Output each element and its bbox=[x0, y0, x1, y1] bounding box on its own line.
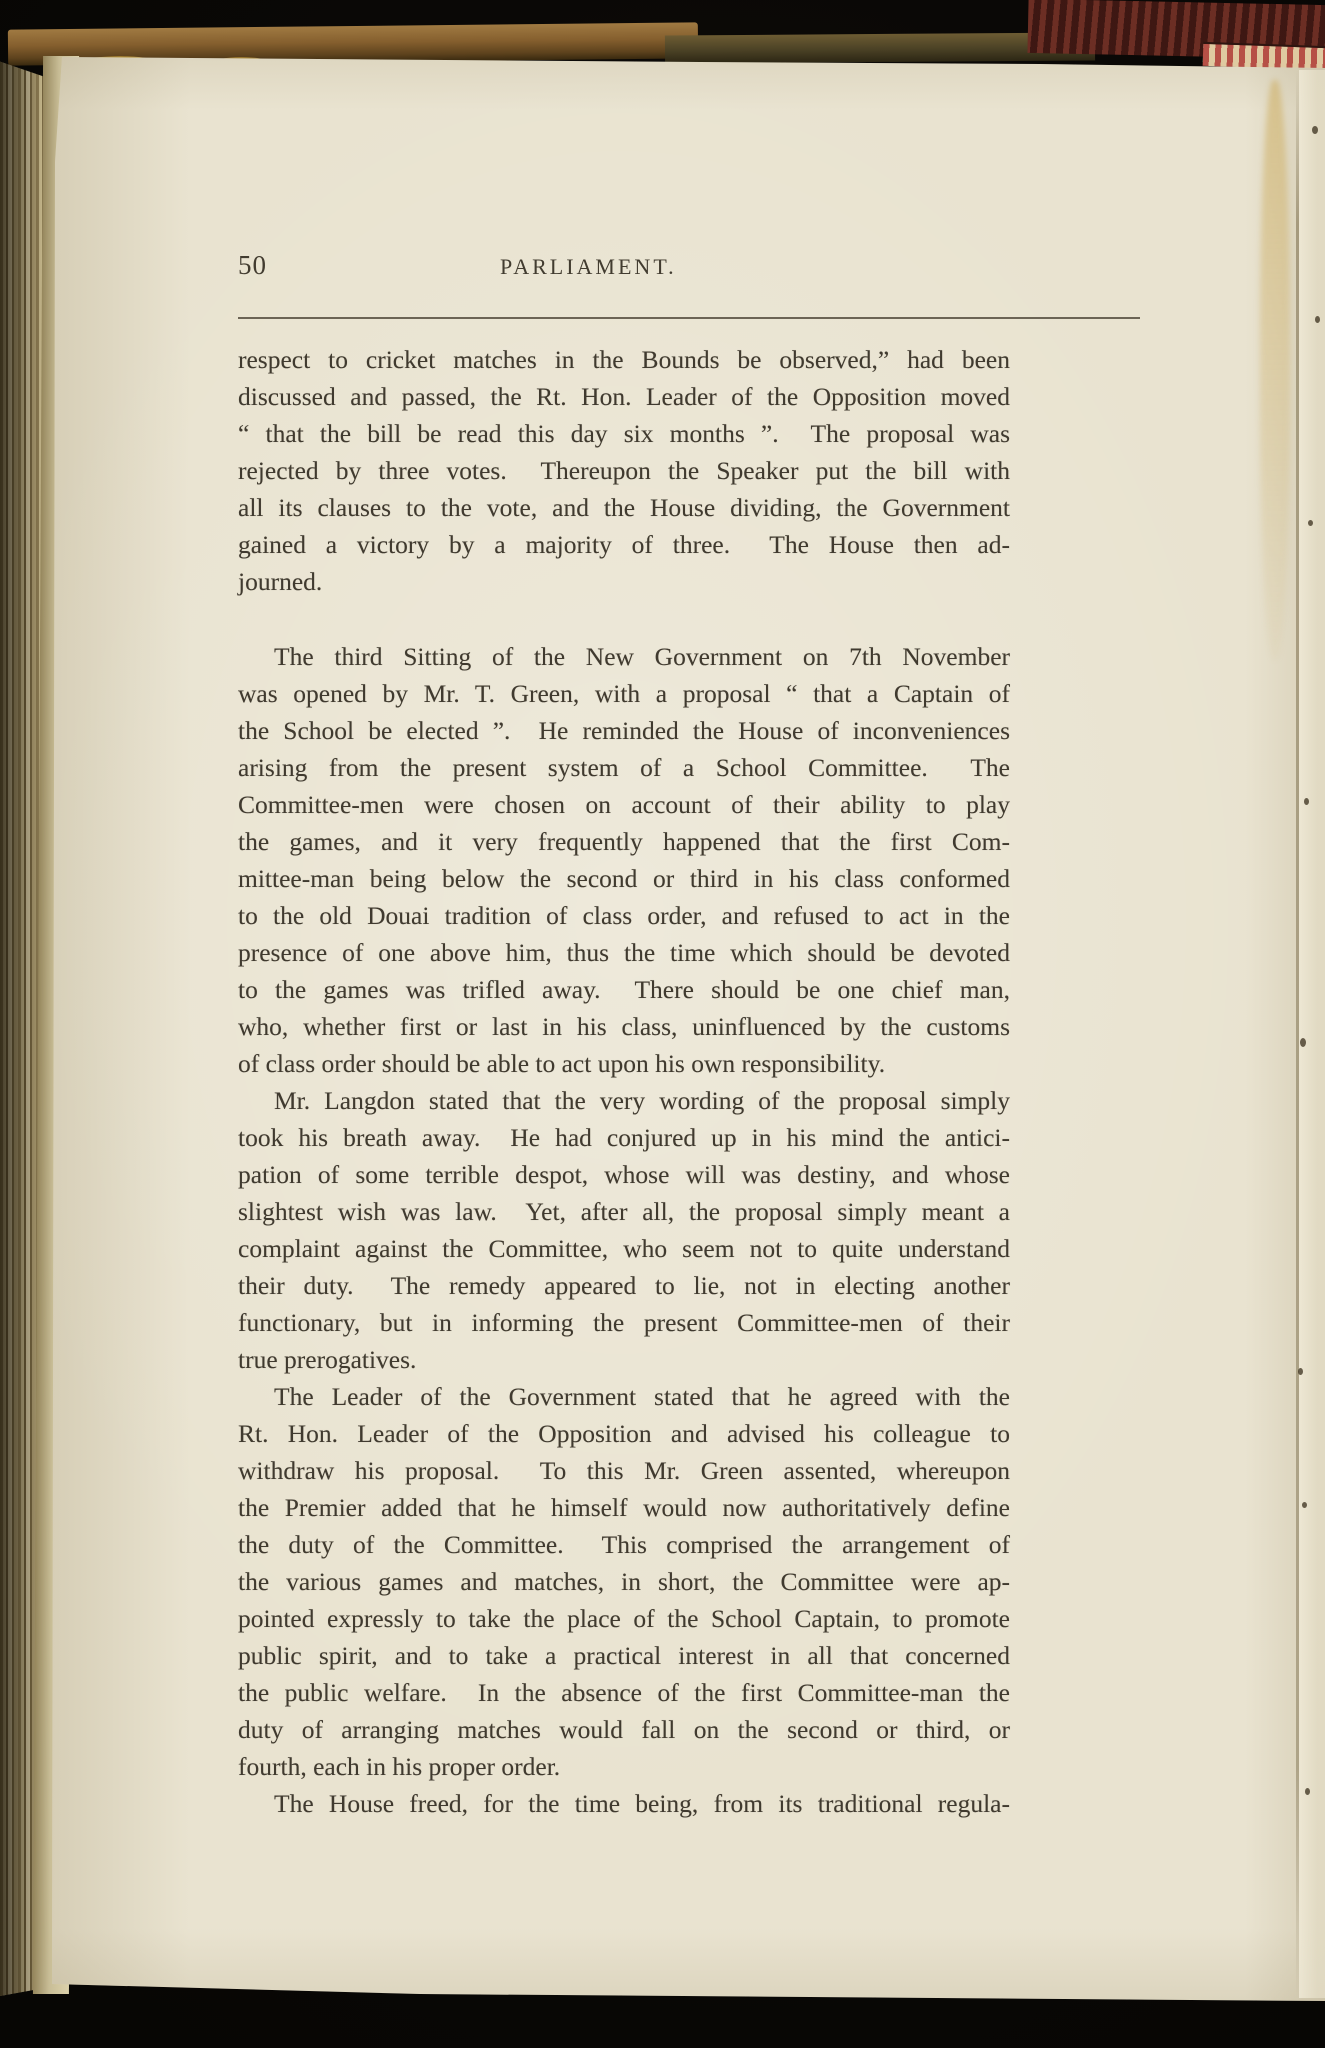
text-line: respect to cricket matches in the Bounds be observed,” had been bbox=[238, 345, 1010, 374]
page-speck bbox=[1302, 1502, 1307, 1508]
text-line: withdraw his proposal. To this Mr. Green assented, whereupon bbox=[238, 1456, 1010, 1485]
text-line: the duty of the Committee. This comprised the arrangement of bbox=[238, 1530, 1010, 1559]
paragraph bbox=[238, 638, 1010, 1082]
page-number: 50 bbox=[238, 250, 267, 280]
text-block bbox=[238, 341, 1010, 1822]
text-line: all its clauses to the vote, and the House dividing, the Government bbox=[238, 493, 1010, 522]
text-line: the Premier added that he himself would now authoritatively define bbox=[238, 1493, 1010, 1522]
text-line: presence of one above him, thus the time which should be devoted bbox=[238, 938, 1010, 967]
text-line: to the games was trifled away. There should be one chief man, bbox=[238, 975, 1010, 1004]
text-line: Rt. Hon. Leader of the Opposition and advised his colleague to bbox=[238, 1419, 1010, 1448]
page-speck bbox=[1312, 126, 1318, 134]
text-line: pation of some terrible despot, whose will was destiny, and whose bbox=[238, 1160, 1010, 1189]
page-speck bbox=[1308, 520, 1313, 526]
text-line: The third Sitting of the New Government on 7th November bbox=[274, 642, 1010, 671]
text-line: pointed expressly to take the place of the School Captain, to promote bbox=[238, 1604, 1010, 1633]
text-line: was opened by Mr. T. Green, with a proposal “ that a Captain of bbox=[238, 679, 1010, 708]
header-rule bbox=[238, 317, 1140, 319]
page-speck bbox=[1298, 1368, 1303, 1375]
text-line: complaint against the Committee, who seem not to quite understand bbox=[238, 1234, 1010, 1263]
text-line: “ that the bill be read this day six months ”. The proposal was bbox=[238, 419, 1010, 448]
text-line: duty of arranging matches would fall on the second or third, or bbox=[238, 1715, 1010, 1744]
text-line: Committee-men were chosen on account of their ability to play bbox=[238, 790, 1010, 819]
text-line: journed. bbox=[238, 567, 323, 596]
next-page-edge bbox=[1299, 70, 1325, 1998]
paragraph bbox=[238, 341, 1010, 600]
text-line: mittee-man being below the second or third in his class conformed bbox=[238, 864, 1010, 893]
text-line: public spirit, and to take a practical interest in all that concerned bbox=[238, 1641, 1010, 1670]
paragraph bbox=[238, 1378, 1010, 1785]
text-line: true prerogatives. bbox=[238, 1345, 417, 1374]
text-line: took his breath away. He had conjured up in his mind the antici- bbox=[238, 1123, 1010, 1152]
text-line: the School be elected ”. He reminded the House of inconveniences bbox=[238, 716, 1010, 745]
text-line: who, whether first or last in his class, uninfluenced by the customs bbox=[238, 1012, 1010, 1041]
text-line: fourth, each in his proper order. bbox=[238, 1752, 561, 1781]
text-line: gained a victory by a majority of three. The House then ad- bbox=[238, 530, 1010, 559]
book-headband-stripes bbox=[1203, 42, 1325, 70]
text-line: The House freed, for the time being, from its traditional regula- bbox=[274, 1789, 1010, 1818]
text-line: the games, and it very frequently happened that the first Com- bbox=[238, 827, 1010, 856]
text-line: discussed and passed, the Rt. Hon. Leader of the Opposition moved bbox=[238, 382, 1010, 411]
text-line: rejected by three votes. Thereupon the Speaker put the bill with bbox=[238, 456, 1010, 485]
text-line: of class order should be able to act upon his own responsibility. bbox=[238, 1049, 886, 1078]
page-speck bbox=[1305, 1788, 1310, 1795]
page-speck bbox=[1315, 316, 1320, 323]
paragraph bbox=[238, 1785, 1010, 1822]
text-line: arising from the present system of a School Committee. The bbox=[238, 753, 1010, 782]
text-line: their duty. The remedy appeared to lie, not in electing another bbox=[238, 1271, 1010, 1300]
text-line: the various games and matches, in short, the Committee were ap- bbox=[238, 1567, 1010, 1596]
text-line: Mr. Langdon stated that the very wording of the proposal simply bbox=[274, 1086, 1010, 1115]
paragraph bbox=[238, 1082, 1010, 1378]
page-speck bbox=[1304, 798, 1309, 805]
text-line: The Leader of the Government stated that he agreed with the bbox=[274, 1382, 1010, 1411]
text-line: functionary, but in informing the present Committee-men of their bbox=[238, 1308, 1010, 1337]
text-line: the public welfare. In the absence of the first Committee-man the bbox=[238, 1678, 1010, 1707]
running-header: PARLIAMENT. bbox=[500, 254, 677, 279]
page-speck bbox=[1300, 1038, 1306, 1047]
page-stain bbox=[1260, 80, 1290, 660]
text-line: to the old Douai tradition of class order, and refused to act in the bbox=[238, 901, 1010, 930]
text-line: slightest wish was law. Yet, after all, the proposal simply meant a bbox=[238, 1197, 1010, 1226]
